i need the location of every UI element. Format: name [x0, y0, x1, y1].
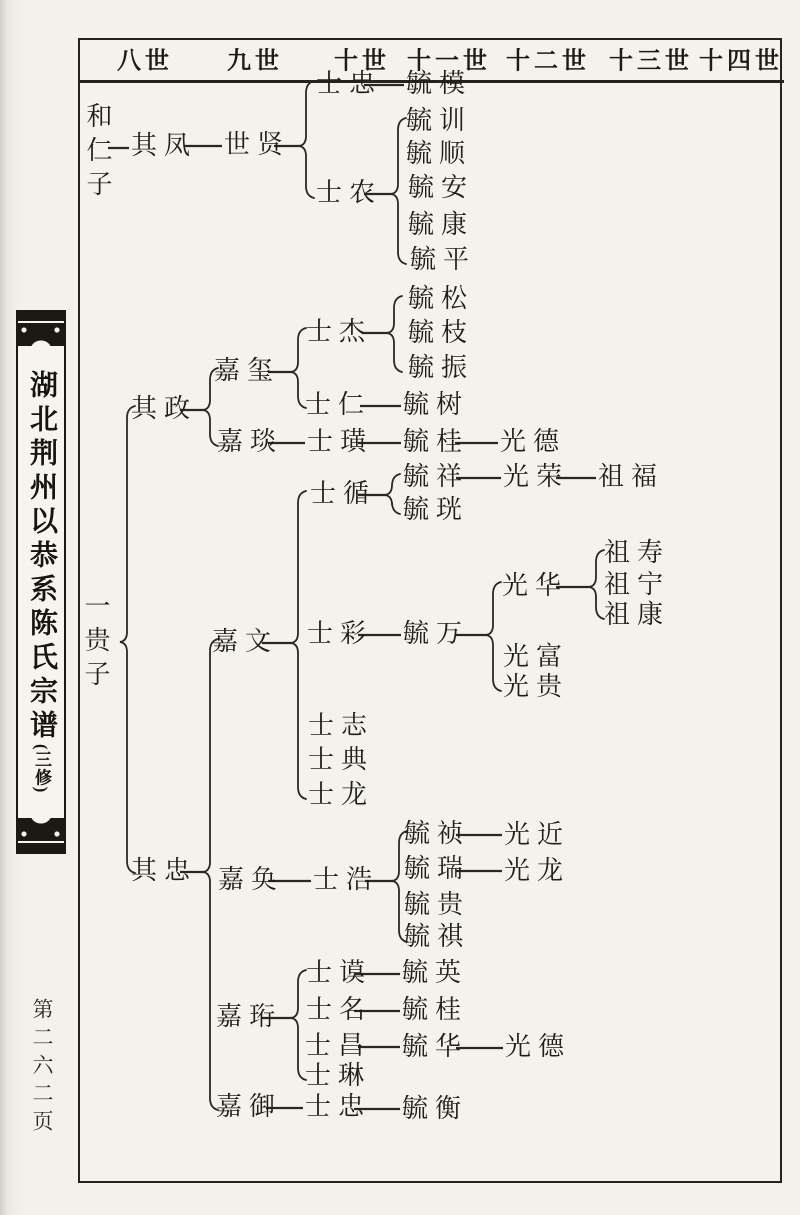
tree-person: 士循: [310, 479, 377, 509]
tree-person: 祖福: [598, 462, 665, 492]
children-brace: [299, 81, 314, 198]
tree-person: 嘉文: [212, 627, 279, 657]
tree-person: 毓祥: [403, 462, 470, 492]
tree-person: 其忠: [131, 856, 198, 886]
tree-person: 毓祺: [404, 922, 471, 952]
children-brace: [387, 296, 402, 372]
tree-person: 毓振: [408, 353, 475, 383]
tree-person: 毓珖: [403, 495, 470, 525]
tree-person: 嘉玺: [214, 356, 281, 386]
tree-person: 光贵: [503, 672, 570, 702]
tree-person: 士典: [308, 745, 375, 775]
tree-person: 嘉奂: [218, 865, 285, 895]
tree-person: 士杰: [306, 317, 373, 347]
children-brace: [291, 970, 306, 1080]
spine-cartouche: [16, 310, 66, 854]
page-number-label: 第二六二页: [30, 998, 54, 1138]
tree-person: 毓树: [403, 390, 470, 420]
tree-person: 祖寿: [604, 538, 671, 568]
tree-person: 光德: [505, 1032, 572, 1062]
children-brace: [120, 406, 135, 873]
spine-top-bar: [18, 310, 64, 321]
tree-person: 光富: [503, 642, 570, 672]
children-brace: [385, 474, 400, 514]
generation-header: 十世: [334, 48, 390, 75]
tree-person: 毓衡: [402, 1094, 469, 1124]
generation-header: 十一世: [407, 48, 491, 75]
tree-person: 光近: [504, 820, 571, 850]
tree-person: 毓华: [402, 1032, 469, 1062]
spine-title: [27, 370, 55, 793]
tree-person: 光荣: [503, 462, 570, 492]
tree-person: 士浩: [313, 865, 380, 895]
tree-person: 光华: [502, 571, 569, 601]
children-brace: [589, 550, 604, 619]
tree-person: 毓枝: [408, 318, 475, 348]
tree-person: 士龙: [308, 780, 375, 810]
tree-person-vertical: 和仁子: [83, 102, 112, 204]
generation-header: 九世: [227, 48, 283, 75]
tree-person: 毓松: [408, 284, 475, 314]
children-brace: [291, 328, 306, 408]
children-brace: [203, 639, 218, 1110]
tree-person: 毓桂: [403, 427, 470, 457]
tree-person: 士忠: [305, 1092, 372, 1122]
tree-person: 士谟: [306, 958, 373, 988]
spine-title-main: 湖北荆州以恭系陈氏宗谱: [26, 370, 57, 745]
tree-person: 毓桂: [402, 995, 469, 1025]
tree-person: 毓顺: [406, 139, 473, 169]
tree-person: 其政: [131, 394, 198, 424]
children-brace: [486, 582, 501, 691]
tree-person: 士昌: [305, 1031, 372, 1061]
tree-person: 光德: [500, 427, 567, 457]
generation-header: 八世: [117, 48, 173, 75]
spine-title-suffix: (三修): [32, 744, 51, 794]
tree-person: 其凤: [131, 131, 198, 161]
tree-person: 嘉御: [216, 1092, 283, 1122]
tree-person: 毓模: [406, 69, 473, 99]
tree-person: 世贤: [224, 130, 291, 160]
tree-person: 祖宁: [604, 570, 671, 600]
tree-person: 毓万: [403, 619, 470, 649]
children-brace: [291, 491, 306, 799]
tree-person: 士忠: [316, 69, 383, 99]
tree-person: 光龙: [504, 856, 571, 886]
tree-person: 士璜: [307, 427, 374, 457]
tree-person: 毓祯: [404, 819, 471, 849]
tree-person: 毓贵: [404, 890, 471, 920]
spine-bottom-bar: [18, 843, 64, 854]
tree-person-vertical: 一贵子: [81, 592, 110, 694]
tree-person: 毓平: [410, 245, 477, 275]
tree-person: 嘉琰: [217, 427, 284, 457]
tree-person: 毓瑞: [404, 854, 471, 884]
tree-person: 毓训: [406, 106, 473, 136]
tree-person: 毓安: [408, 173, 475, 203]
tree-person: 士志: [308, 711, 375, 741]
tree-person: 士彩: [307, 619, 374, 649]
tree-person: 士农: [316, 178, 383, 208]
children-brace: [391, 118, 406, 264]
generation-header: 十四世: [699, 48, 783, 75]
tree-person: 毓英: [402, 958, 469, 988]
spine-top-ornament: [18, 323, 64, 346]
tree-person: 士琳: [305, 1061, 372, 1091]
generation-header: 十二世: [506, 48, 590, 75]
tree-person: 毓康: [408, 210, 475, 240]
tree-person: 祖康: [604, 600, 671, 630]
spine-bottom-ornament: [18, 818, 64, 841]
tree-person: 士仁: [305, 390, 372, 420]
generation-header: 十三世: [609, 48, 693, 75]
tree-person: 嘉珩: [216, 1002, 283, 1032]
tree-person: 士名: [306, 995, 373, 1025]
